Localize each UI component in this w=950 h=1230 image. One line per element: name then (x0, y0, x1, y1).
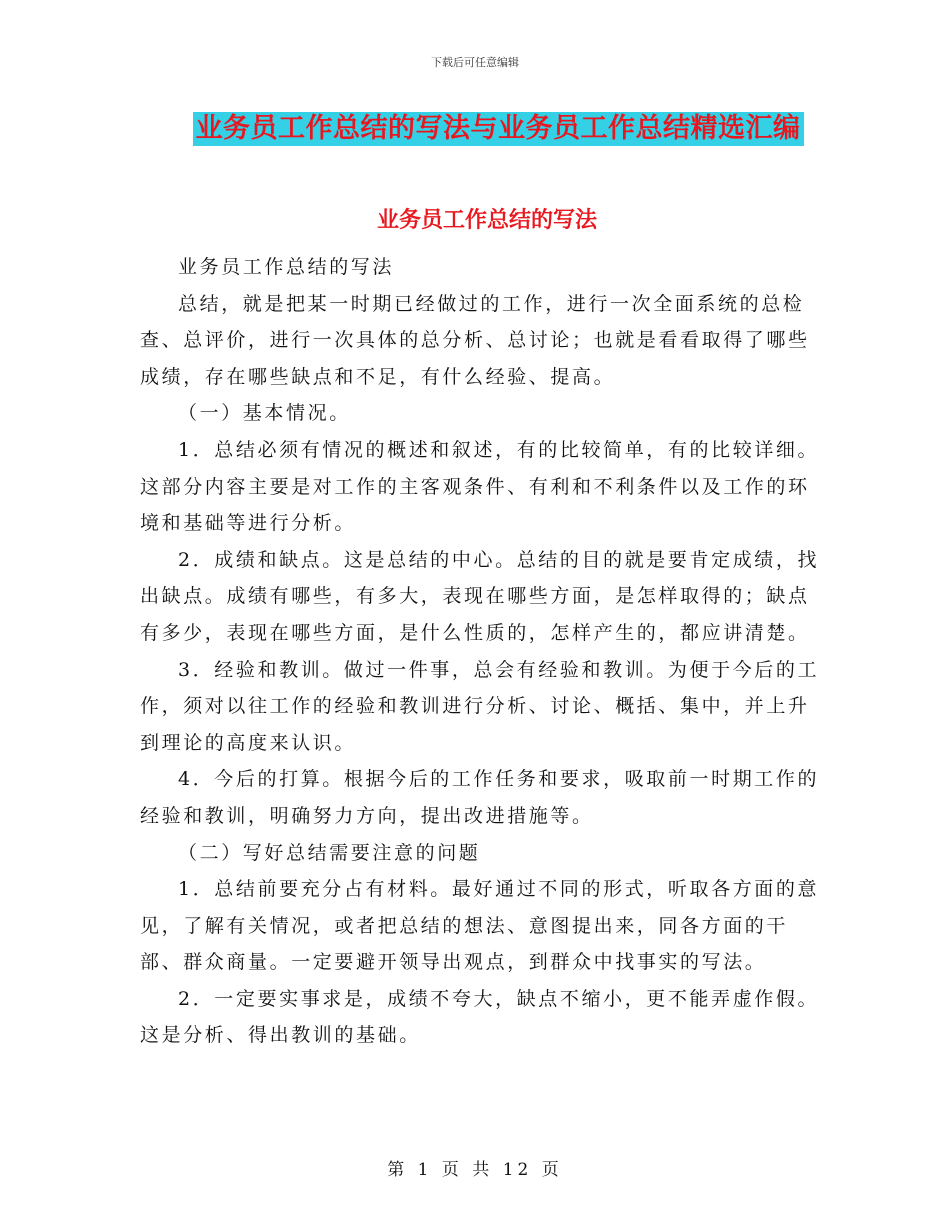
document-body (140, 249, 820, 1054)
paragraph-intro: 总结，就是把某一时期已经做过的工作，进行一次全面系统的总检查、总评价，进行一次具体的总分析、总讨论；也就是看看取得了哪些成绩，存在哪些缺点和不足，有什么经验、提高。 (140, 292, 810, 388)
document-title: 业务员工作总结的写法与业务员工作总结精选汇编 (193, 112, 804, 146)
paragraph-subtitle: 业务员工作总结的写法 (178, 256, 395, 278)
paragraph-item-2: 2．成绩和缺点。这是总结的中心。总结的目的就是要肯定成绩，找出缺点。成绩有哪些，有多大，表现在哪些方面，是怎样取得的；缺点有多少，表现在哪些方面，是什么性质的，怎样产生的，都应讲清楚。 (140, 548, 820, 644)
section-title: 业务员工作总结的写法 (376, 208, 597, 233)
paragraph-issue-1: 1．总结前要充分占有材料。最好通过不同的形式，听取各方面的意见，了解有关情况，或者把总结的想法、意图提出来，同各方面的干部、群众商量。一定要避开领导出观点，到群众中找事实的写法。 (140, 878, 820, 974)
paragraph-issue-2: 2．一定要实事求是，成绩不夸大，缺点不缩小，更不能弄虚作假。这是分析、得出教训的基础。 (140, 987, 820, 1047)
paragraph-item-1: 1．总结必须有情况的概述和叙述，有的比较简单，有的比较详细。这部分内容主要是对工作的主客观条件、有利和不利条件以及工作的环境和基础等进行分析。 (140, 438, 820, 535)
paragraph-heading-basic: （一）基本情况。 (178, 402, 351, 425)
paragraph-heading-issues: （二）写好总结需要注意的问题 (178, 841, 481, 864)
paragraph-item-4: 4．今后的打算。根据今后的工作任务和要求，吸取前一时期工作的经验和教训，明确努力方向，提出改进措施等。 (140, 768, 820, 827)
page-number: 第 1 页 共 12 页 (387, 1160, 563, 1180)
document-title-wrap (0, 112, 950, 146)
header-note: 下载后可任意编辑 (431, 56, 519, 69)
paragraph-item-3: 3．经验和教训。做过一件事，总会有经验和教训。为便于今后的工作，须对以往工作的经验和教训进行分析、讨论、概括、集中，并上升到理论的高度来认识。 (140, 658, 820, 754)
